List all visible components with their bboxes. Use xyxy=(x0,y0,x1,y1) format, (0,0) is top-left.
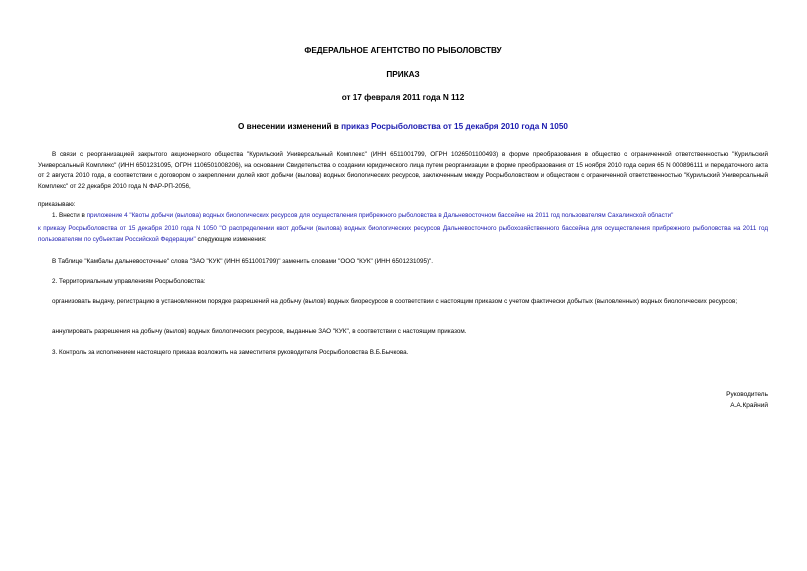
table-change-paragraph: В Таблице "Камбалы дальневосточные" слова "ЗАО "КУК" (ИНН 6511001799)" заменить словами "ООО "КУК" (ИНН 6501231095)". xyxy=(52,258,434,265)
agency-name: ФЕДЕРАЛЬНОЕ АГЕНТСТВО ПО РЫБОЛОВСТВУ xyxy=(304,46,502,55)
signature-position: Руководитель xyxy=(726,391,768,398)
item-2-paragraph: 2. Территориальным управлениям Росрыболовства: xyxy=(52,278,206,285)
document-page xyxy=(38,0,768,571)
signature-name: А.А.Крайний xyxy=(730,402,768,409)
order-1050-link[interactable]: к приказу Росрыболовства от 15 декабря 2010 года N 1050 "О распределении квот добычи (вылова) водных биологических ресурсов Дальневосточного рыбохозяйственного бассейна для осуществления прибрежного рыболовства на 2011 год пользователям по субъектам Российской Федерации" xyxy=(38,225,768,243)
order-word: приказываю: xyxy=(38,201,76,208)
title-prefix: О внесении изменений в xyxy=(238,122,342,131)
item-1-suffix: следующие изменения: xyxy=(195,235,267,243)
item-2-sub-1: организовать выдачу, регистрацию в установленном порядке разрешений на добычу (вылов) водных биоресурсов в соответствии с настоящим приказом с учетом фактически добытых (выловленных) водных биологических ресурсов; xyxy=(52,298,738,305)
item-2-sub-2: аннулировать разрешения на добычу (вылов) водных биологических ресурсов, выданные ЗАО "КУК", в соответствии с настоящим приказом. xyxy=(52,328,467,335)
document-date-number: от 17 февраля 2011 года N 112 xyxy=(341,93,465,102)
appendix-4-link[interactable]: приложение 4 "Квоты добычи (вылова) водных биологических ресурсов для осуществления прибрежного рыболовства в Дальневосточном бассейне на 2011 год пользователям Сахалинской области" xyxy=(86,212,674,219)
document-title xyxy=(38,122,768,132)
preamble-paragraph: В связи с реорганизацией закрытого акционерного общества "Курильский Универсальный Комплекс" (ИНН 6511001799, ОГРН 1026501100493) в форме преобразования в общество с ограниченной ответственностью "Курильский Универсальный Комплекс" (ИНН 6501231095, ОГРН 1106501008206), на основании Свидетельства о создании юридического лица путем реорганизации в форме преобразования от 15 ноября 2010 года серия 65 N 000896111 и передаточного акта от 2 августа 2010 года, в соответствии с договором о закреплении долей квот добычи (вылова) водных биологических ресурсов, заключенным между Росрыболовством и обществом с ограниченной ответственностью "Курильский Универсальный Комплекс" от 22 декабря 2010 года N ФАР-РП-2056, xyxy=(38,151,768,190)
item-1-continuation xyxy=(38,224,768,245)
item-1-prefix: 1. Внести в xyxy=(52,212,87,219)
item-1-paragraph xyxy=(38,211,768,222)
item-3-paragraph: 3. Контроль за исполнением настоящего приказа возложить на заместителя руководителя Росрыболовства В.Б.Бычкова. xyxy=(52,349,409,356)
document-type: ПРИКАЗ xyxy=(386,70,420,79)
title-order-link[interactable]: приказ Росрыболовства от 15 декабря 2010 года N 1050 xyxy=(341,122,568,131)
